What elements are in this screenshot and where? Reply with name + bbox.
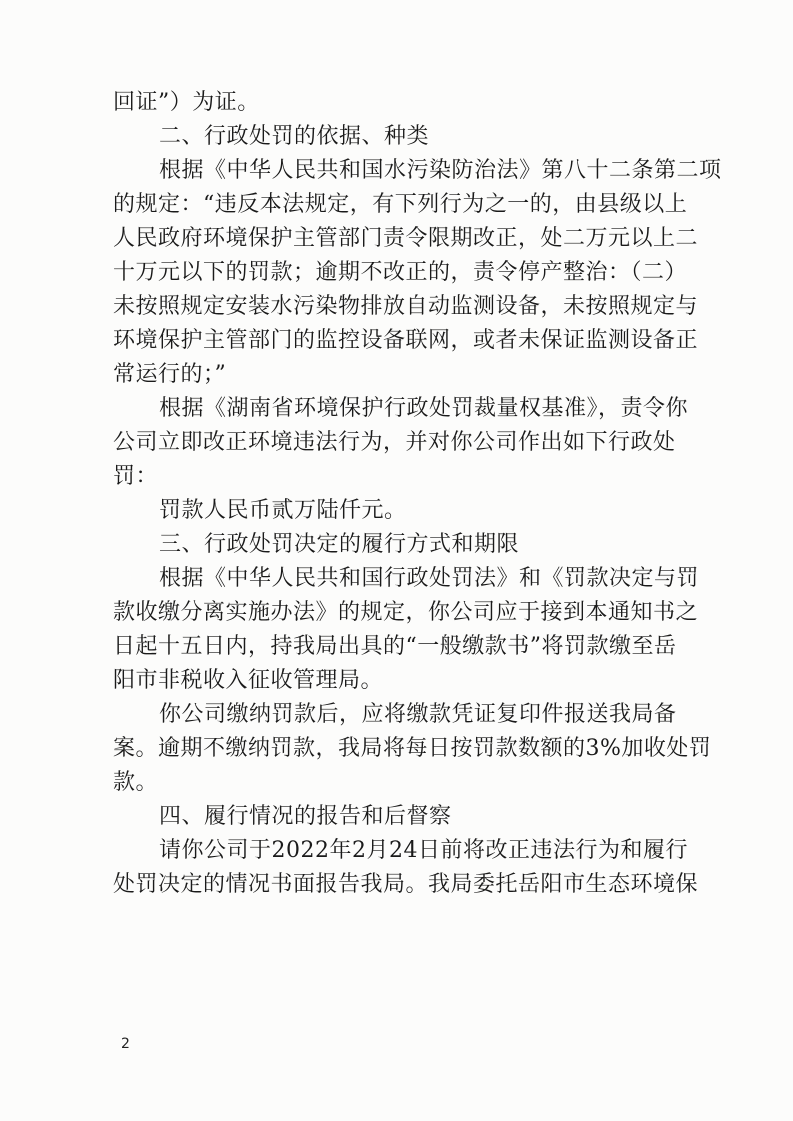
text-line: 根据《湖南省环境保护行政处罚裁量权基准》，责令你 bbox=[159, 396, 689, 421]
text-line: 日起十五日内，持我局出具的“一般缴款书”将罚款缴至岳 bbox=[113, 634, 677, 659]
document-body bbox=[113, 86, 722, 902]
text-line: 根据《中华人民共和国水污染防治法》第八十二条第二项 bbox=[159, 158, 722, 183]
text-line: 根据《中华人民共和国行政处罚法》和《罚款决定与罚 bbox=[159, 566, 700, 591]
page-number: 2 bbox=[121, 1036, 130, 1052]
text-line: 阳市非税收入征收管理局。 bbox=[113, 668, 384, 693]
text-line: 未按照规定安装水污染物排放自动监测设备，未按照规定与 bbox=[113, 294, 699, 319]
text-line: 十万元以下的罚款；逾期不改正的，责令停产整治：（二） bbox=[113, 260, 688, 285]
text-line: 环境保护主管部门的监控设备联网，或者未保证监测设备正 bbox=[113, 328, 699, 353]
text-line: 罚款人民币贰万陆仟元。 bbox=[159, 498, 407, 523]
section-heading: 三、行政处罚决定的履行方式和期限 bbox=[159, 532, 520, 557]
text-line: 的规定：“违反本法规定，有下列行为之一的，由县级以上 bbox=[113, 192, 688, 217]
text-line: 常运行的；” bbox=[113, 362, 227, 387]
text-line: 款收缴分离实施办法》的规定，你公司应于接到本通知书之 bbox=[113, 600, 699, 625]
text-line: 请你公司于2022年2月24日前将改正违法行为和履行 bbox=[159, 838, 688, 863]
text-line: 处罚决定的情况书面报告我局。我局委托岳阳市生态环境保 bbox=[113, 872, 699, 897]
text-line: 款。 bbox=[113, 770, 159, 795]
text-line: 你公司缴纳罚款后，应将缴款凭证复印件报送我局备 bbox=[159, 702, 677, 727]
section-heading: 二、行政处罚的依据、种类 bbox=[159, 124, 430, 149]
text-line: 回证”）为证。 bbox=[113, 90, 260, 115]
text-line: 公司立即改正环境违法行为，并对你公司作出如下行政处 bbox=[113, 430, 676, 455]
text-line: 案。逾期不缴纳罚款，我局将每日按罚款数额的3%加收处罚 bbox=[113, 736, 712, 761]
section-heading: 四、履行情况的报告和后督察 bbox=[159, 804, 452, 829]
text-line: 罚： bbox=[113, 464, 159, 489]
text-line: 人民政府环境保护主管部门责令限期改正，处二万元以上二 bbox=[113, 226, 699, 251]
